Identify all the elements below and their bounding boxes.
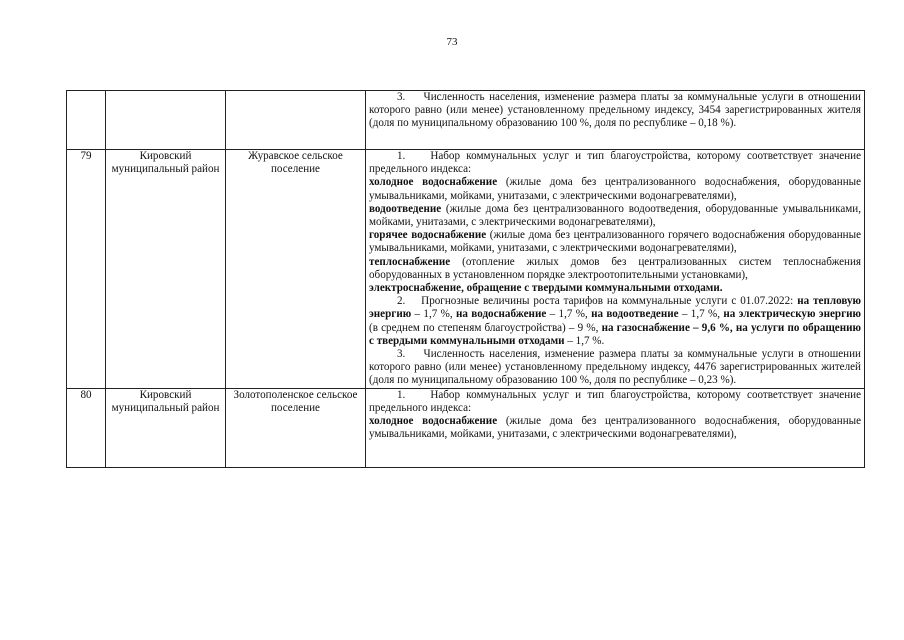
tariff-value: – 1,7 %, <box>546 308 592 321</box>
description-cell <box>366 91 865 150</box>
district-cell <box>106 91 226 150</box>
tariff-label: на водоотведение <box>591 308 679 321</box>
service-description: (жилые дома без централизованного горячего водоснабжения оборудованные умывальниками, мойками, унитазами, с электрическими водонагревателями), <box>369 229 861 255</box>
service-name: горячее водоснабжение <box>369 229 487 242</box>
service-name: электроснабжение, обращение с твердыми коммунальными отходами. <box>369 282 723 295</box>
service-name: теплоснабжение <box>369 255 451 268</box>
row-number <box>67 91 106 150</box>
service-item <box>369 176 861 202</box>
service-name: холодное водоснабжение <box>369 176 498 189</box>
description-cell <box>366 150 865 389</box>
tariff-label: на водоснабжение <box>456 308 547 321</box>
tariff-label: на тепловую энергию <box>369 295 861 321</box>
table-row <box>67 91 865 150</box>
service-item <box>369 229 861 255</box>
settlement-cell: Золотополенское сельское поселение <box>226 388 366 467</box>
tariffs-intro: 2. Прогнозные величины роста тарифов на коммунальные услуги с 01.07.2022: <box>397 295 794 308</box>
tariff-value: (в среднем по степеням благоустройства) – 9 %, <box>369 321 602 334</box>
settlement-cell <box>226 91 366 150</box>
row-number: 79 <box>67 150 106 389</box>
service-description: (жилые дома без централизованного водоснабжения, оборудованные умывальниками, мойками, унитазами, с электрическими водонагревателями), <box>369 176 862 202</box>
tariff-value: – 1,7 %, <box>411 308 457 321</box>
paragraph-services-intro: 1. Набор коммунальных услуг и тип благоустройства, которому соответствует значение предельного индекса: <box>369 388 861 414</box>
service-description: (жилые дома без централизованного водоотведения, оборудованные умывальниками, мойками, унитазами, с электрическими водонагревателями), <box>369 202 861 229</box>
page-number: 73 <box>446 36 458 48</box>
tariff-label: на газоснабжение – 9,6 %, на услуги по обращению с твердыми коммунальными отходами <box>369 321 861 347</box>
paragraph-services-intro: 1. Набор коммунальных услуг и тип благоустройства, которому соответствует значение предельного индекса: <box>369 150 861 176</box>
paragraph-population: 3. Численность населения, изменение размера платы за коммунальные услуги в отношении которого равно (или менее) установленному предельному индексу, 4476 зарегистрированных жителей (доля по муниципальному образованию 100 %, доля по республике – 0,23 %). <box>369 348 861 387</box>
service-item <box>369 415 861 441</box>
table-row <box>67 150 865 389</box>
paragraph-population: 3. Численность населения, изменение размера платы за коммунальные услуги в отношении которого равно (или менее) установленному предельному индексу, 3454 зарегистрированных жителя (доля по муниципальному образованию 100 %, доля по республике – 0,18 %). <box>369 91 861 130</box>
district-cell: Кировский муниципальный район <box>106 388 226 467</box>
service-description: (отопление жилых домов без централизованных систем теплоснабжения оборудованных в установленном порядке электроотопительными установками), <box>369 255 861 281</box>
tariff-value: – 1,7 %. <box>564 334 605 347</box>
settlement-cell: Журавское сельское поселение <box>226 150 366 389</box>
tariff-table <box>66 90 865 468</box>
service-item <box>369 282 861 295</box>
service-item <box>369 256 861 282</box>
tariff-label: на электрическую энергию <box>723 308 861 321</box>
service-name: холодное водоснабжение <box>369 415 498 428</box>
district-cell: Кировский муниципальный район <box>106 150 226 389</box>
row-number: 80 <box>67 388 106 467</box>
paragraph-tariffs <box>369 295 861 348</box>
service-item <box>369 203 861 229</box>
table-row <box>67 388 865 467</box>
service-description: (жилые дома без централизованного водоснабжения, оборудованные умывальниками, мойками, унитазами, с электрическими водонагревателями), <box>369 415 862 441</box>
tariff-value: – 1,7 %, <box>678 308 724 321</box>
description-cell <box>366 388 865 467</box>
service-name: водоотведение <box>369 202 442 215</box>
